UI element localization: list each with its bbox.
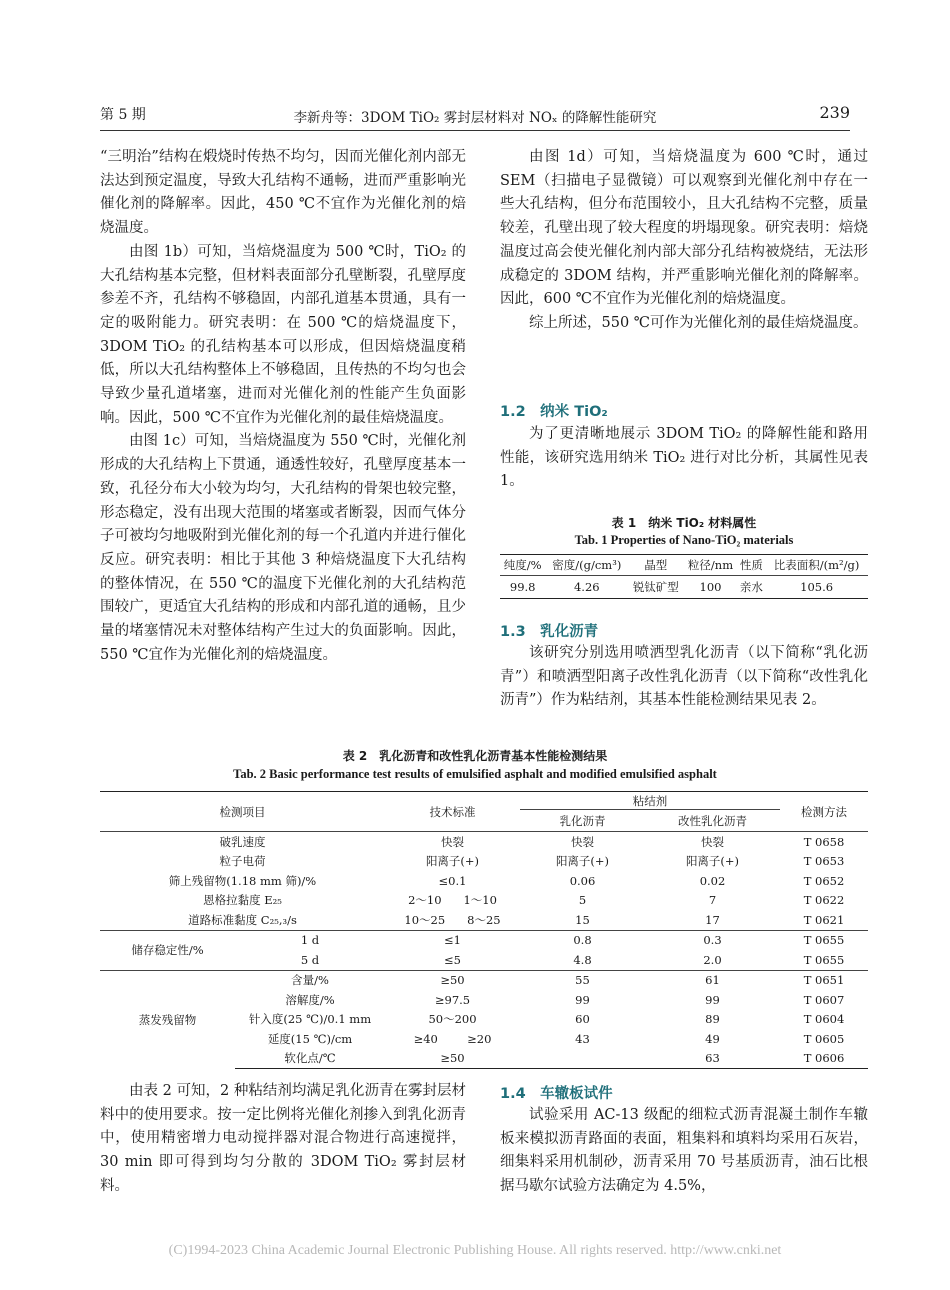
section-1-2-body (500, 423, 868, 494)
table2-method: T 0622 (803, 893, 845, 908)
table1-header-cell: 晶型 (628, 555, 683, 576)
table1-caption-en: Tab. 1 Properties of Nano-TiO₂ materials (574, 533, 794, 547)
table2-std-a: ≥40 (413, 1031, 438, 1046)
table2-group-residue: 蒸发残留物 (100, 970, 235, 1069)
table2-m: 7 (708, 893, 717, 908)
table2-header-method: 检测方法 (780, 792, 868, 832)
table2-std: ≥97.5 (434, 992, 471, 1007)
table1-cell: 100 (683, 576, 737, 599)
table2-method: T 0605 (803, 1031, 845, 1046)
table2-group-storage: 储存稳定性/% (100, 930, 235, 970)
table2-e: 4.8 (573, 952, 592, 967)
table2-m: 快裂 (701, 834, 724, 849)
table2-m: 阳离子(+) (685, 854, 740, 869)
copyright-footer: (C)1994-2023 China Academic Journal Electronic Publishing House. All rights reserved. http://www.cnki.net (168, 1243, 782, 1258)
table2-item: 筛上残留物(1.18 mm 筛)/% (168, 873, 317, 888)
table2-caption-cn: 表 2 乳化沥青和改性乳化沥青基本性能检测结果 (342, 749, 608, 763)
table2-e: 5 (578, 893, 587, 908)
table-row (100, 852, 868, 872)
table2-m: 17 (705, 912, 720, 927)
paragraph: 综上所述，550 ℃可作为光催化剂的最佳焙烧温度。 (529, 314, 868, 331)
table2-item: 恩格拉黏度 E₂₅ (203, 893, 282, 908)
paragraph: 由表 2 可知，2 种粘结剂均满足乳化沥青在雾封层材料中的使用要求。按一定比例将光催化剂掺入到乳化沥青中，使用精密增力电动搅拌器对混合物进行高速搅拌，30 min 即可得到均匀分散的 3DOM TiO₂ 雾封层材料。 (100, 1083, 466, 1194)
table2-method: T 0607 (803, 992, 845, 1007)
table2-std: 阳离子(+) (425, 854, 480, 869)
table2-m: 0.02 (699, 873, 726, 888)
table1-header-cell: 纯度/% (500, 555, 545, 576)
table2-header-standard: 技术标准 (385, 792, 520, 832)
table2-e (520, 1049, 645, 1069)
table2-std: ≤5 (444, 952, 461, 967)
table1-cell: 99.8 (500, 576, 545, 599)
table2-sub: 溶解度/% (285, 992, 335, 1007)
table1-cell: 亲水 (738, 576, 766, 599)
journal-issue: 第 5 期 (100, 107, 146, 123)
section-heading-1-3: 1.3 乳化沥青 (500, 624, 599, 640)
table1-cell: 锐钛矿型 (628, 576, 683, 599)
table1-data-row (500, 576, 868, 599)
table2-m: 49 (705, 1031, 720, 1046)
table-row (100, 891, 868, 911)
paragraph: 由图 1b）可知，当焙烧温度为 500 ℃时，TiO₂ 的大孔结构基本完整，但材料表面部分孔壁断裂，孔壁厚度参差不齐，孔结构不够稳固，内部孔道基本贯通，具有一定的吸附能力。研究表明：在 500 ℃的焙烧温度下，3DOM TiO₂ 的孔结构基本可以形成，但因焙烧温度稍低，所以大孔结构整体上不够稳固，且传热的不均匀也会导致少量孔道堵塞，进而对光催化剂的性能产生负面影响。因此，500 ℃不宜作为光催化剂的最佳焙烧温度。 (100, 243, 466, 426)
table2-std-a: 10～25 (404, 912, 446, 927)
table2-e: 0.06 (569, 873, 596, 888)
table1-header-cell: 密度/(g/cm³) (545, 555, 628, 576)
table2-method: T 0652 (803, 873, 845, 888)
table2-m: 61 (645, 970, 780, 990)
section-heading-1-4: 1.4 车辙板试件 (500, 1086, 613, 1102)
table2-e: 快裂 (571, 834, 594, 849)
table2-item: 破乳速度 (219, 834, 266, 849)
table2-sub: 1 d (235, 930, 385, 950)
table-row (100, 832, 868, 852)
table2-method: T 0606 (780, 1049, 868, 1069)
table1-header-cell: 性质 (738, 555, 766, 576)
section-1-3-body (500, 642, 868, 713)
table2-e: 60 (575, 1012, 590, 1027)
table2-std (385, 891, 520, 911)
running-title: 李新舟等：3DOM TiO₂ 雾封层材料对 NOₓ 的降解性能研究 (293, 110, 657, 126)
table2-e: 43 (575, 1031, 590, 1046)
table1-cell: 4.26 (545, 576, 628, 599)
table2-std: ≤0.1 (438, 873, 467, 888)
table2-sub: 针入度(25 ℃)/0.1 mm (248, 1012, 372, 1027)
table1 (500, 554, 868, 599)
table-row (100, 910, 868, 930)
table2-header-emulsified: 乳化沥青 (520, 812, 645, 832)
table2-std: ≥50 (385, 1049, 520, 1069)
table2-header-item: 检测项目 (100, 792, 385, 832)
table2-std (385, 910, 520, 930)
table2-std: ≥50 (385, 970, 520, 990)
table1-header-cell: 粒径/nm (683, 555, 737, 576)
table2-std-b: 8～25 (467, 912, 501, 927)
table1-caption-cn: 表 1 纳米 TiO₂ 材料属性 (611, 516, 757, 530)
table2-item: 粒子电荷 (219, 854, 266, 869)
table2-method: T 0658 (803, 834, 845, 849)
table1-header-row (500, 555, 868, 576)
paragraph: 为了更清晰地展示 3DOM TiO₂ 的降解性能和路用性能，该研究选用纳米 TiO₂ 进行对比分析，其属性见表 1。 (500, 426, 868, 490)
table-row (100, 930, 868, 950)
table2-method: T 0655 (803, 952, 845, 967)
table2-m: 63 (645, 1049, 780, 1069)
paragraph: 由图 1c）可知，当焙烧温度为 550 ℃时，光催化剂形成的大孔结构上下贯通，通透性较好，孔壁厚度基本一致，孔径分布大小较为均匀，大孔结构的骨架也较完整，形态稳定，没有出现大范围的堵塞或者断裂，因而气体分子可被均匀地吸附到光催化剂的每一个孔道内并进行催化反应。研究表明：相比于其他 3 种焙烧温度下大孔结构的整体情况，在 550 ℃的温度下光催化剂的大孔结构范围较广，更适宜大孔结构的形成和内部孔道的通畅，且少量的堵塞情况未对整体结构产生过大的负面影响。因此，550 ℃宜作为光催化剂的焙烧温度。 (100, 433, 466, 663)
table1-header-cell: 比表面积/(m²/g) (765, 555, 868, 576)
section-1-4-body (500, 1104, 868, 1199)
table2-std-a: 2～10 (408, 893, 442, 908)
table2-e: 0.8 (520, 930, 645, 950)
table2-sub: 软化点/℃ (235, 1049, 385, 1069)
paragraph: “三明治”结构在煅烧时传热不均匀，因而光催化剂内部无法达到预定温度，导致大孔结构不通畅，进而严重影响光催化剂的降解率。因此，450 ℃不宜作为光催化剂的焙烧温度。 (100, 149, 466, 237)
paragraph: 试验采用 AC-13 级配的细粒式沥青混凝土制作车辙板来模拟沥青路面的表面，粗集料和填料均采用石灰岩，细集料采用机制砂，沥青采用 70 号基质沥青，油石比根据马歇尔试验方法确定为 4.5%， (500, 1107, 868, 1195)
table2-sub: 5 d (300, 952, 320, 967)
table2-item: 道路标准黏度 C₂₅,₃/s (188, 912, 297, 927)
bottom-left-column (100, 1080, 466, 1199)
table2-method: T 0604 (803, 1012, 845, 1027)
table2-caption-en: Tab. 2 Basic performance test results of emulsified asphalt and modified emulsified asphalt (233, 767, 717, 781)
table2-header-binder: 粘结剂 (520, 792, 780, 812)
table2-std: 快裂 (441, 834, 464, 849)
table2-method: T 0653 (803, 854, 845, 869)
table2-std: ≤1 (385, 930, 520, 950)
table2-sub: 延度(15 ℃)/cm (267, 1031, 353, 1046)
table2 (100, 791, 868, 1069)
table2-header-row (100, 792, 868, 812)
table2-m: 2.0 (703, 952, 722, 967)
table1-cell: 105.6 (765, 576, 868, 599)
table2-m: 99 (705, 992, 720, 1007)
table2-method: T 0621 (803, 912, 845, 927)
table2-e: 15 (575, 912, 590, 927)
table2-std: 50～200 (428, 1012, 477, 1027)
table2-e: 55 (520, 970, 645, 990)
table2-std (385, 1029, 520, 1049)
table-row (100, 871, 868, 891)
right-column (500, 146, 868, 336)
header-rule (100, 130, 850, 131)
table2-e: 99 (575, 992, 590, 1007)
paragraph: 由图 1d）可知，当焙烧温度为 600 ℃时，通过 SEM（扫描电子显微镜）可以观察到光催化剂中存在一些大孔结构，但分布范围较小，且大孔结构不完整，质量较差，孔壁出现了较大程度的坍塌现象。研究表明：焙烧温度过高会使光催化剂内部大部分孔结构被烧结，无法形成稳定的 3DOM 结构，并严重影响光催化剂的降解率。因此，600 ℃不宜作为光催化剂的焙烧温度。 (500, 149, 868, 308)
table2-method: T 0655 (780, 930, 868, 950)
table-row (100, 970, 868, 990)
table2-header-modified: 改性乳化沥青 (645, 812, 780, 832)
page-number: 239 (819, 103, 850, 122)
table2-method: T 0651 (780, 970, 868, 990)
table2-std-b: ≥20 (467, 1031, 492, 1046)
table2-sub: 含量/% (235, 970, 385, 990)
table2-m: 89 (705, 1012, 720, 1027)
table2-m: 0.3 (645, 930, 780, 950)
left-column (100, 146, 466, 667)
table2-e: 阳离子(+) (555, 854, 610, 869)
paragraph: 该研究分别选用喷洒型乳化沥青（以下简称“乳化沥青”）和喷洒型阳离子改性乳化沥青（以下简称“改性乳化沥青”）作为粘结剂，其基本性能检测结果见表 2。 (500, 645, 868, 709)
table2-std-b: 1～10 (463, 893, 497, 908)
section-heading-1-2: 1.2 纳米 TiO₂ (500, 404, 608, 420)
